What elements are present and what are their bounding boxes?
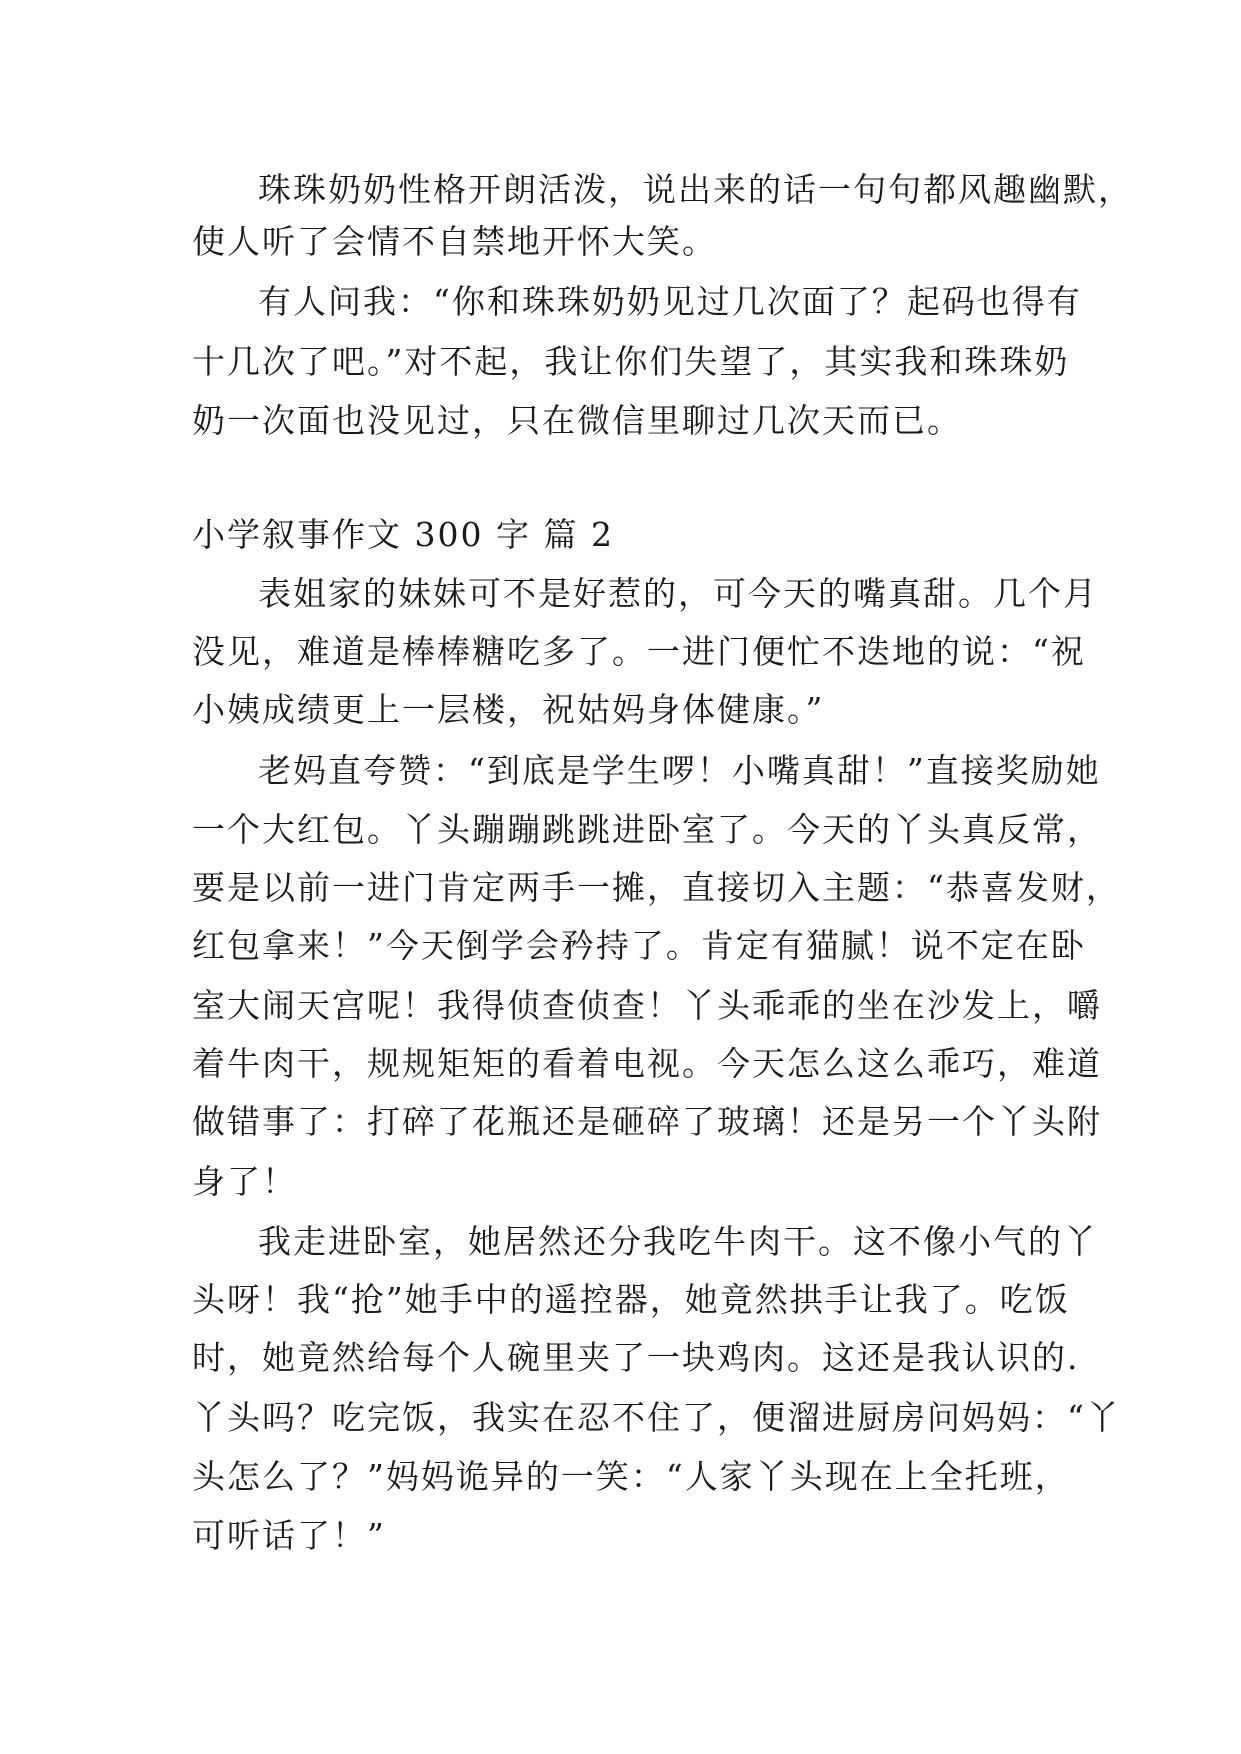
paragraph-4-line-3: 要是以前一进门肯定两手一摊，直接切入主题：“恭喜发财，	[192, 868, 1121, 907]
paragraph-4-line-4: 红包拿来！”今天倒学会矜持了。肯定有猫腻！说不定在卧	[192, 926, 1086, 965]
paragraph-2-line-3: 奶一次面也没见过，只在微信里聊过几次天而已。	[192, 401, 962, 440]
paragraph-5-line-2: 头呀！我“抢”她手中的遥控器，她竟然拱手让我了。吃饭	[192, 1280, 1070, 1319]
paragraph-5-line-6: 可听话了！”	[192, 1516, 386, 1555]
paragraph-4-line-5: 室大闹天宫呢！我得侦查侦查！丫头乖乖的坐在沙发上，嚼	[192, 986, 1102, 1025]
paragraph-4-line-1: 老妈直夸赞：“到底是学生啰！小嘴真甜！”直接奖励她	[258, 751, 1101, 790]
paragraph-5-line-3: 时，她竟然给每个人碗里夹了一块鸡肉。这还是我认识的.	[192, 1338, 1080, 1377]
paragraph-5-line-1: 我走进卧室，她居然还分我吃牛肉干。这不像小气的丫	[258, 1222, 1098, 1261]
paragraph-2-line-1: 有人问我：“你和珠珠奶奶见过几次面了？起码也得有	[258, 282, 1082, 321]
section-heading: 小学叙事作文 300 字 篇 2	[192, 515, 614, 554]
paragraph-5-line-5: 头怎么了？”妈妈诡异的一笑：“人家丫头现在上全托班，	[192, 1457, 1070, 1496]
paragraph-3-line-3: 小姨成绩更上一层楼，祝姑妈身体健康。”	[192, 690, 825, 729]
paragraph-4-line-7: 做错事了：打碎了花瓶还是砸碎了玻璃！还是另一个丫头附	[192, 1102, 1102, 1141]
paragraph-3-line-1: 表姐家的妹妹可不是好惹的，可今天的嘴真甜。几个月	[258, 574, 1098, 613]
paragraph-2-line-2: 十几次了吧。”对不起，我让你们失望了，其实我和珠珠奶	[192, 342, 1070, 381]
paragraph-4-line-6: 着牛肉干，规规矩矩的看着电视。今天怎么这么乖巧，难道	[192, 1044, 1102, 1083]
paragraph-1-line-1: 珠珠奶奶性格开朗活泼，说出来的话一句句都风趣幽默，	[258, 170, 1133, 209]
paragraph-4-line-2: 一个大红包。丫头蹦蹦跳跳进卧室了。今天的丫头真反常，	[192, 810, 1102, 849]
paragraph-3-line-2: 没见，难道是棒棒糖吃多了。一进门便忙不迭地的说：“祝	[192, 632, 1086, 671]
paragraph-1-line-2: 使人听了会情不自禁地开怀大笑。	[192, 222, 717, 261]
paragraph-4-line-8: 身了！	[192, 1162, 297, 1201]
paragraph-5-line-4: 丫头吗？吃完饭，我实在忍不住了，便溜进厨房问妈妈：“丫	[192, 1398, 1121, 1437]
